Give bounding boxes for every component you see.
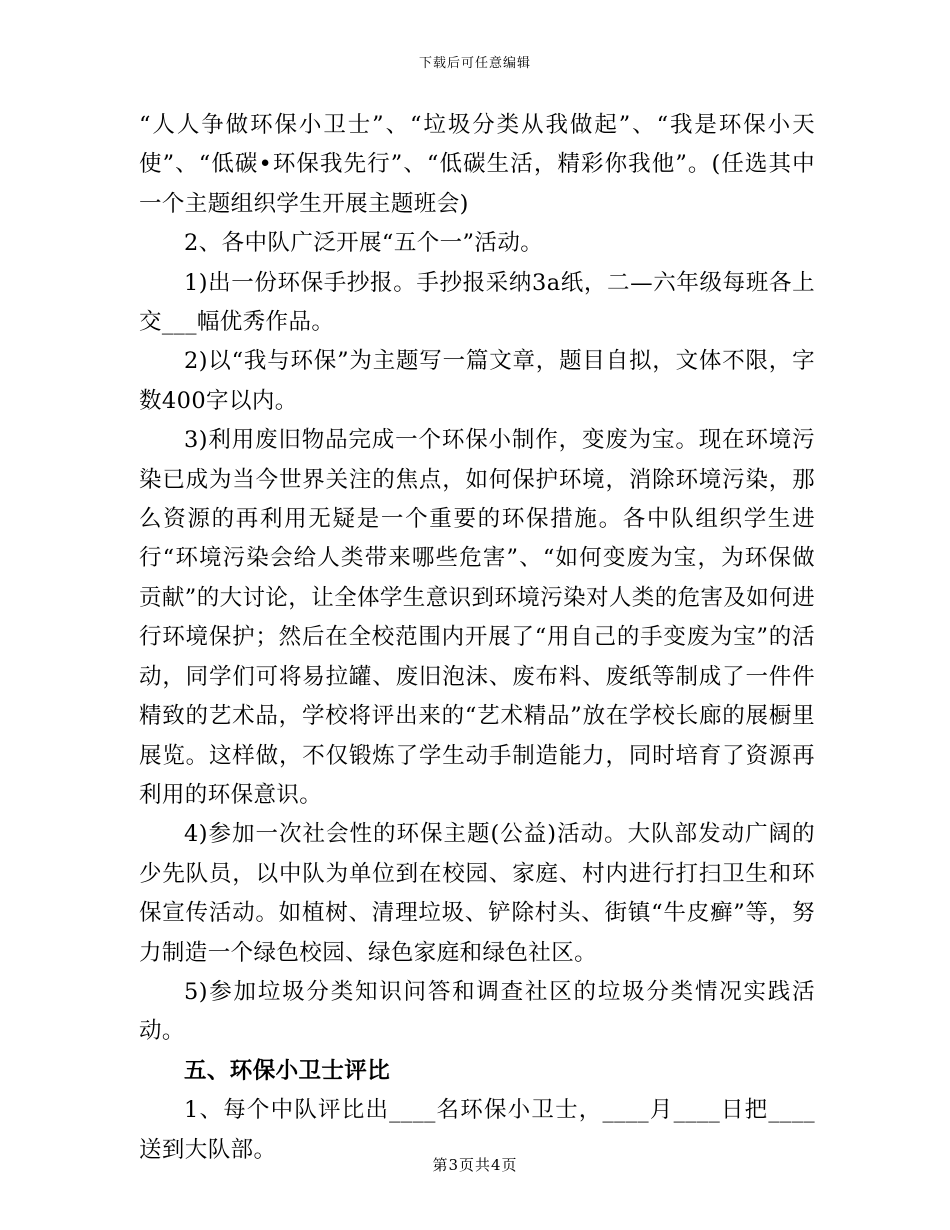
page-number-footer: 第3页共4页 bbox=[432, 1156, 518, 1174]
paragraph-item-5-garbage-sorting: 5)参加垃圾分类知识问答和调查社区的垃圾分类情况实践活动。 bbox=[139, 978, 815, 1045]
page-header: 下载后可任意编辑 bbox=[418, 56, 531, 71]
paragraph-item-4-public-activity: 4)参加一次社会性的环保主题(公益)活动。大队部发动广阔的少先队员，以中队为单位到在校园、家庭、村内进行打扫卫生和环保宣传活动。如植树、清理垃圾、铲除村头、街镇“牛皮癣”等，努力制造一个绿色校园、绿色家庭和绿色社区。 bbox=[139, 821, 815, 966]
paragraph-item-1-poster: 1)出一份环保手抄报。手抄报采纳3a纸，二—六年级每班各上交___幅优秀作品。 bbox=[139, 269, 815, 336]
paragraph-evaluation-1: 1、每个中队评比出____名环保小卫士，____月____日把____送到大队部。 bbox=[139, 1097, 815, 1163]
paragraph-item-2-essay: 2)以“我与环保”为主题写一篇文章，题目自拟，文体不限，字数400字以内。 bbox=[139, 348, 815, 414]
paragraph-theme-list: “人人争做环保小卫士”、“垃圾分类从我做起”、“我是环保小天使”、“低碳•环保我先行”、“低碳生活，精彩你我他”。(任选其中一个主题组织学生开展主题班会) bbox=[139, 112, 815, 217]
paragraph-five-one-activity: 2、各中队广泛开展“五个一”活动。 bbox=[184, 230, 544, 257]
section-heading-evaluation: 五、环保小卫士评比 bbox=[184, 1057, 391, 1084]
document-body bbox=[139, 106, 815, 1170]
paragraph-item-3-recycling: 3)利用废旧物品完成一个环保小制作，变废为宝。现在环境污染已成为当今世界关注的焦点，如何保护环境，消除环境污染，那么资源的再利用无疑是一个重要的环保措施。各中队组织学生进行“环境污染会给人类带来哪些危害”、“如何变废为宝，为环保做贡献”的大讨论，让全体学生意识到环境污染对人类的危害及如何进行环境保护；然后在全校范围内开展了“用自己的手变废为宝”的活动，同学们可将易拉罐、废旧泡沫、废布料、废纸等制成了一件件精致的艺术品，学校将评出来的“艺术精品”放在学校长廊的展橱里展览。这样做，不仅锻炼了学生动手制造能力，同时培育了资源再利用的环保意识。 bbox=[139, 427, 816, 808]
